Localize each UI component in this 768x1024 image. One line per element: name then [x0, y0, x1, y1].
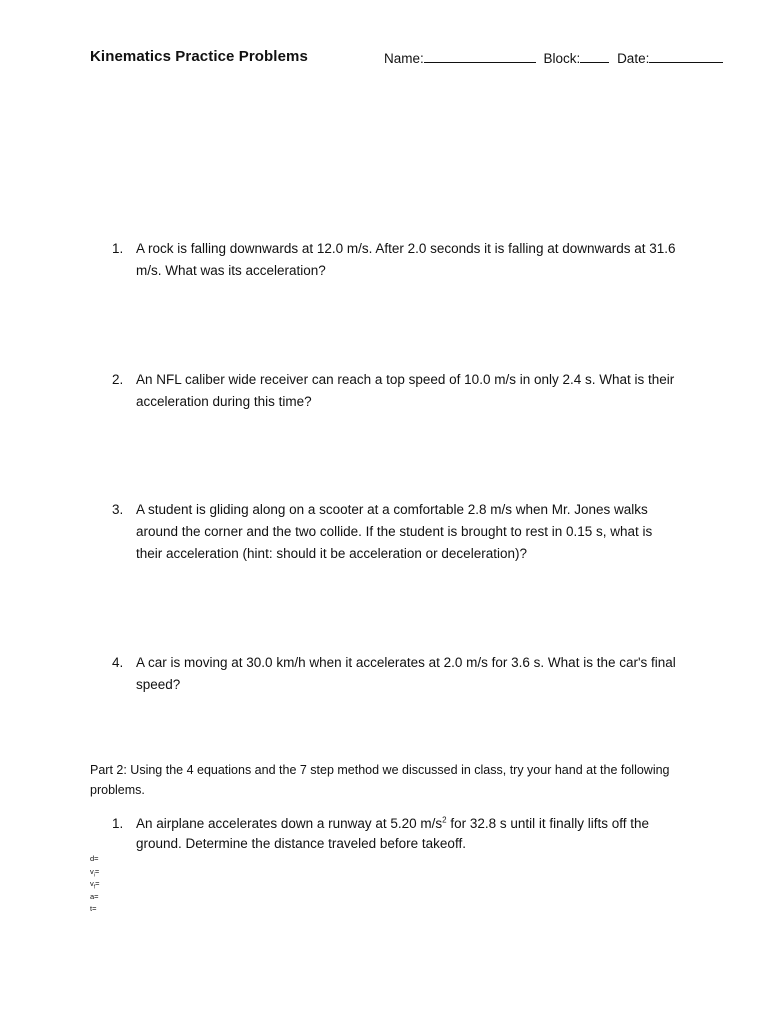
equals-sign: = — [92, 904, 97, 913]
question-number: 2. — [112, 372, 124, 387]
variable-symbol: d — [90, 854, 95, 863]
question-item — [112, 369, 682, 413]
question-number: 1. — [112, 241, 124, 256]
equals-sign: = — [94, 866, 100, 876]
equals-sign: = — [95, 879, 100, 888]
variable-symbol: v — [90, 866, 94, 876]
variable-line — [90, 866, 100, 879]
question-text: A student is gliding along on a scooter at a comfortable 2.8 m/s when Mr. Jones walks around the corner and the two collide. If the student is brought to rest in 0.15 s, what is their acceleration (hint: should it be acceleration or deceleration)? — [136, 502, 653, 561]
part2-question-item — [112, 814, 682, 854]
block-label: Block: — [543, 51, 581, 66]
variable-symbol: t — [90, 904, 93, 913]
question-text: A car is moving at 30.0 km/h when it accelerates at 2.0 m/s for 3.6 s. What is the car's final speed? — [136, 655, 676, 692]
variable-line — [90, 891, 100, 904]
variable-subscript: i — [93, 872, 95, 878]
question-item — [112, 499, 682, 565]
name-label: Name: — [384, 51, 424, 66]
question-text — [136, 814, 682, 854]
variable-symbol: a — [90, 891, 95, 901]
question-number: 4. — [112, 655, 124, 670]
date-blank-line — [649, 50, 723, 63]
variable-line — [90, 903, 100, 916]
question-number: 3. — [112, 502, 124, 517]
block-blank-line — [580, 50, 609, 63]
question-text-end: for 32.8 s until it finally lifts off the ground. Determine the distance traveled before takeoff. — [136, 816, 649, 851]
question-text: A rock is falling downwards at 12.0 m/s. After 2.0 seconds it is falling at downwards at 31.6 m/s. What was its acceleration? — [136, 241, 676, 278]
variable-line — [90, 853, 100, 866]
equals-sign: = — [94, 891, 99, 901]
equals-sign: = — [94, 854, 99, 863]
student-info-fields — [384, 50, 723, 66]
question-item — [112, 652, 682, 696]
variable-list — [90, 853, 100, 916]
variable-symbol: v — [90, 879, 94, 888]
question-text: An NFL caliber wide receiver can reach a top speed of 10.0 m/s in only 2.4 s. What is their acceleration during this time? — [136, 372, 675, 409]
worksheet-title: Kinematics Practice Problems — [90, 48, 308, 65]
variable-subscript: f — [93, 884, 96, 891]
question-text-start: An airplane accelerates down a runway at 5.20 m/s — [136, 816, 443, 831]
name-blank-line — [424, 50, 536, 63]
date-label: Date: — [617, 51, 650, 66]
part2-instructions: Part 2: Using the 4 equations and the 7 step method we discussed in class, try your hand at the following problems. — [90, 763, 670, 797]
worksheet-header — [90, 48, 730, 70]
question-number: 1. — [112, 816, 124, 831]
variable-line — [90, 878, 100, 891]
question-item — [112, 238, 682, 282]
exponent: 2 — [442, 815, 447, 825]
